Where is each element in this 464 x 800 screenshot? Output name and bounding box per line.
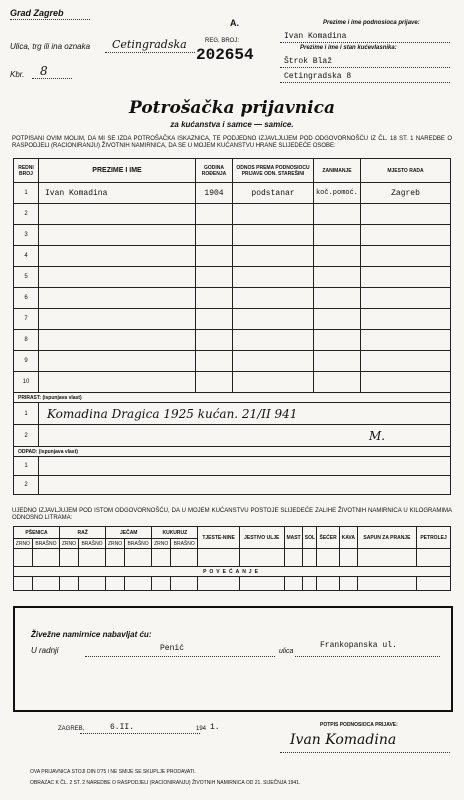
row-number: 2 bbox=[14, 425, 39, 447]
applicant-label: Prezime i ime podnosioca prijave: bbox=[323, 20, 420, 26]
street-word: ulica bbox=[279, 648, 294, 655]
col-header: SAPUN ZA PRANJE bbox=[357, 527, 416, 549]
kbr-value: 8 bbox=[40, 64, 48, 78]
declaration-text: POTPISANI OVIM MOLIM, DA MI SE IZDA POTROŠAČKA ISKAZNICA, TE PODJEDNO IZJAVLJUJEM POD ODGOVORNOŠĆU IZ ČL. 18 ST. 1 NAREDBE O RASPODJELI (RACIONIRANJU) ŽIVOTNIH NAMIRNICA, DA SE U MOJEM KUĆANSTVU HRANE SLIJEDEĆE OSOBE: bbox=[12, 136, 452, 149]
row-number: 2 bbox=[14, 476, 39, 495]
table-row bbox=[14, 457, 451, 476]
purchase-label: Živežne namirnice nabavljat ću: bbox=[31, 630, 152, 639]
col-sub: ZRNO bbox=[14, 539, 33, 549]
col-header: MAST bbox=[284, 527, 303, 549]
divider bbox=[10, 19, 90, 20]
street-line bbox=[105, 52, 195, 53]
line bbox=[80, 733, 200, 734]
form-series: A. bbox=[230, 18, 239, 28]
row-number: 9 bbox=[14, 351, 39, 372]
col-sub: BRAŠNO bbox=[78, 539, 105, 549]
row-number: 5 bbox=[14, 267, 39, 288]
print-note: OBRAZAC K ČL. 2 ST. 2 NAREDBE O RASPODJELI (RACIONIRANJU) ŽIVOTNIH NAMIRNICA OD 21. SIJEČNJA 1941. bbox=[30, 780, 301, 786]
table-row bbox=[14, 309, 451, 330]
workplace: Zagreb bbox=[361, 183, 451, 204]
year-label: 194 bbox=[196, 726, 207, 732]
street-value: Cetingradska bbox=[112, 38, 187, 51]
owner-label: Prezime i ime i stan kućevlasnika: bbox=[300, 45, 397, 51]
col-sub: BRAŠNO bbox=[32, 539, 59, 549]
table-row bbox=[14, 372, 451, 393]
place-label: ZAGREB, bbox=[58, 726, 85, 732]
line bbox=[280, 42, 450, 43]
signature: Ivan Komadina bbox=[290, 732, 397, 748]
date-value: 6.II. bbox=[110, 723, 135, 732]
row-number: 8 bbox=[14, 330, 39, 351]
reg-number: 202654 bbox=[196, 46, 254, 64]
col-header: PREZIME I IME bbox=[39, 159, 196, 183]
owner-name: Štrok Blaž bbox=[284, 57, 333, 66]
col-header: GODINA ROĐENJA bbox=[196, 159, 233, 183]
table-row bbox=[14, 288, 451, 309]
col-header: ŠEĆER bbox=[317, 527, 340, 549]
kbr-line bbox=[32, 78, 72, 79]
row-number: 7 bbox=[14, 309, 39, 330]
table-row bbox=[14, 267, 451, 288]
row-number: 2 bbox=[14, 204, 39, 225]
year-suffix: 1. bbox=[210, 723, 220, 732]
col-header: JESTIVO ULJE bbox=[239, 527, 284, 549]
shop-street: Frankopanska ul. bbox=[320, 641, 397, 650]
table-row bbox=[14, 330, 451, 351]
table-row bbox=[14, 476, 451, 495]
line bbox=[280, 752, 450, 753]
col-sub: BRAŠNO bbox=[124, 539, 151, 549]
shop-label: U radnji bbox=[31, 646, 59, 655]
col-header: PETROLEJ bbox=[417, 527, 451, 549]
table-row bbox=[14, 246, 451, 267]
section-label: PRIRAST: (ispunjava vlast) bbox=[14, 393, 451, 403]
row-number: 1 bbox=[14, 183, 39, 204]
occupation: koč.pomoć. bbox=[314, 183, 361, 204]
col-group: KUKURUZ bbox=[152, 527, 198, 539]
line bbox=[280, 67, 450, 68]
col-header: REDNI BROJ bbox=[14, 159, 39, 183]
arrival-entry: Komadina Dragica 1925 kućan. 21/II 941 bbox=[39, 403, 451, 425]
section-label: ODPAD: (ispunjava vlast) bbox=[14, 447, 451, 457]
col-header: ZANIMANJE bbox=[314, 159, 361, 183]
line bbox=[85, 656, 275, 657]
row-number: 6 bbox=[14, 288, 39, 309]
col-sub: ZRNO bbox=[152, 539, 171, 549]
col-group: PŠENICA bbox=[14, 527, 60, 539]
row-number: 10 bbox=[14, 372, 39, 393]
line bbox=[280, 82, 450, 83]
applicant-name: Ivan Komadina bbox=[284, 32, 347, 41]
birth-year: 1904 bbox=[196, 183, 233, 204]
line bbox=[295, 656, 440, 657]
supplies-declaration: UJEDNO IZJAVLJUJEM POD ISTOM ODGOVORNOŠĆU, DA U MOJEM KUĆANSTVU POSTOJE SLIJEDEĆE ZALIHE ŽIVOTNIH NAMIRNICA U KILOGRAMIMA ODNOSNO LITRAMA: bbox=[12, 508, 452, 521]
supplies-table bbox=[13, 526, 451, 591]
kbr-label: Kbr. bbox=[10, 70, 25, 79]
col-group: RAŽ bbox=[60, 527, 106, 539]
col-sub: ZRNO bbox=[106, 539, 125, 549]
row-number: 1 bbox=[14, 403, 39, 425]
table-row bbox=[14, 425, 451, 447]
reg-label: REG. BROJ: bbox=[205, 38, 240, 44]
city-title: Grad Zagreb bbox=[10, 8, 64, 18]
member-name: Ivan Komadina bbox=[39, 183, 196, 204]
shop-name: Penić bbox=[160, 644, 185, 653]
relation: podstanar bbox=[233, 183, 314, 204]
table-row bbox=[14, 183, 451, 204]
col-group: JEČAM bbox=[106, 527, 152, 539]
col-header: KAVA bbox=[339, 527, 357, 549]
table-row bbox=[14, 351, 451, 372]
col-header: MJESTO RADA bbox=[361, 159, 451, 183]
row-number: 3 bbox=[14, 225, 39, 246]
row-number: 4 bbox=[14, 246, 39, 267]
owner-address: Cetingradska 8 bbox=[284, 72, 352, 81]
table-row bbox=[14, 225, 451, 246]
col-header: TJESTE-NINE bbox=[198, 527, 239, 549]
purchase-box bbox=[13, 606, 453, 712]
col-sub: BRAŠNO bbox=[171, 539, 198, 549]
col-header: ODNOS PREMA PODNOSIOCU PRIJAVE ODN. STAREŠINI bbox=[233, 159, 314, 183]
arrival-initials: M. bbox=[39, 425, 451, 447]
col-sub: ZRNO bbox=[60, 539, 79, 549]
print-note: OVA PRIJAVNICA STOJI DIN 0'75 I NE SMIJE SE SKUPLJE PRODAVATI. bbox=[30, 769, 196, 775]
form-title: Potrošačka prijavnica bbox=[129, 98, 335, 118]
table-row bbox=[14, 403, 451, 425]
signature-label: POTPIS PODNOSIOCA PRIJAVE: bbox=[320, 722, 398, 728]
form-subtitle: za kućanstva i samce — samice. bbox=[170, 120, 294, 129]
household-table bbox=[13, 158, 451, 495]
increase-label: POVEĆANJE bbox=[14, 567, 451, 577]
row-number: 1 bbox=[14, 457, 39, 476]
street-label: Ulica, trg ili ina oznaka bbox=[10, 42, 91, 51]
col-header: SOL bbox=[303, 527, 317, 549]
table-row bbox=[14, 204, 451, 225]
